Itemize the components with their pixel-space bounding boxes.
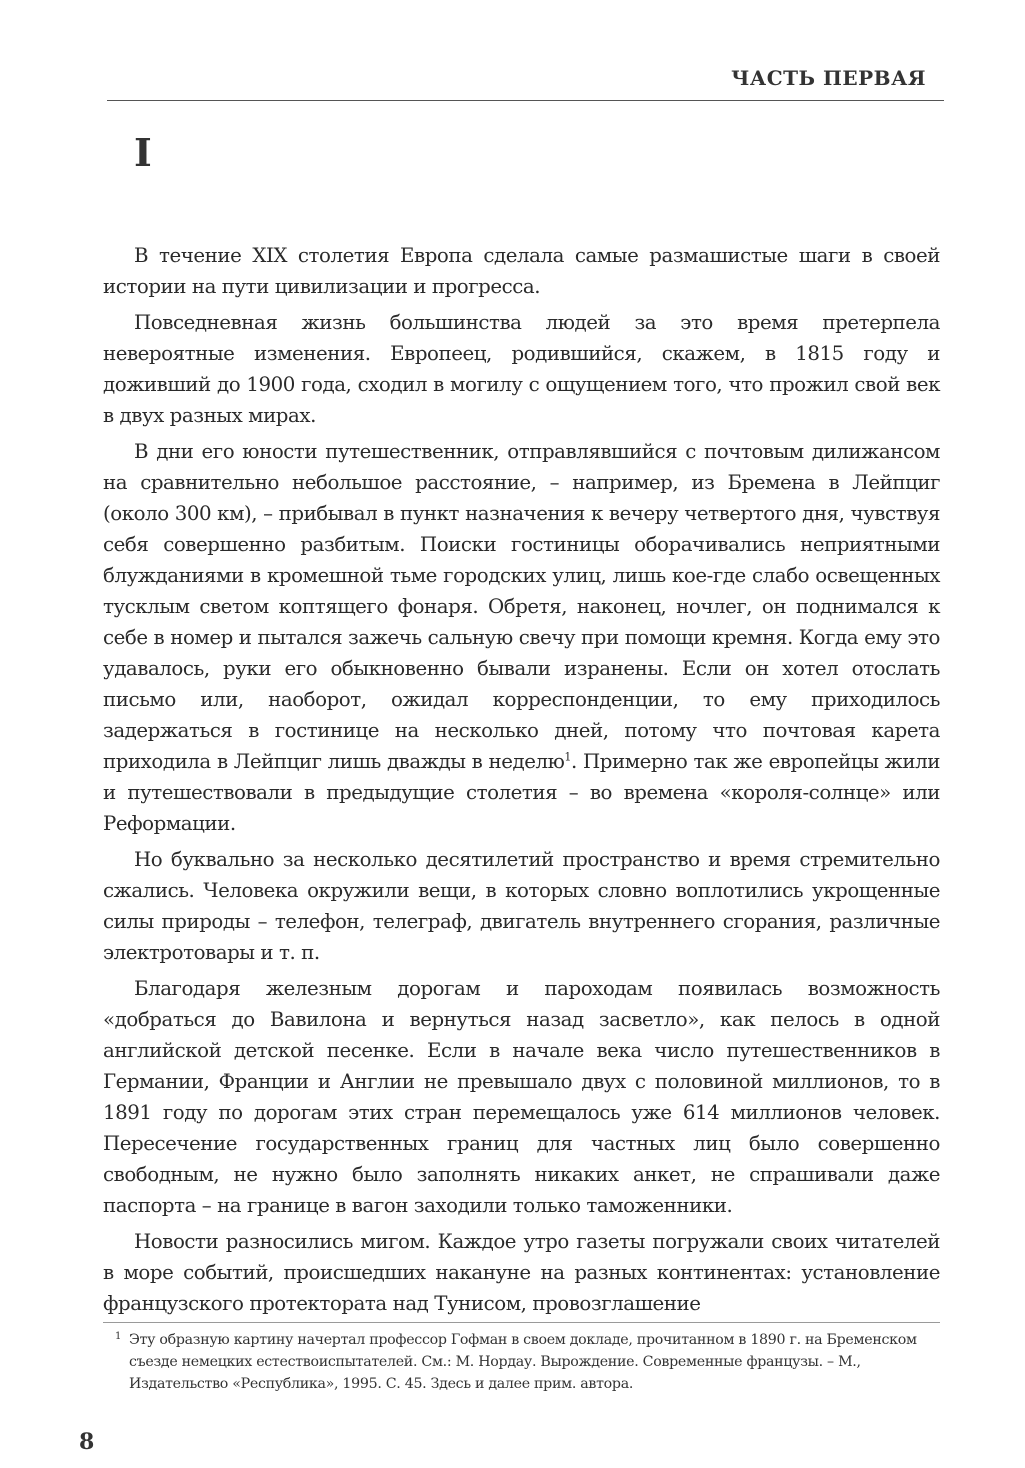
- paragraph: В течение XIX столетия Европа сделала самые размашистые шаги в своей истории на пути цивилизации и прогресса.: [103, 244, 940, 298]
- paragraph: Благодаря железным дорогам и пароходам появилась возможность «добраться до Вавилона и вернуться назад засветло», как пелось в одной английской детской песенке. Если в начале века число путешественников в Германии, Франции и Англии не превышало двух с половиной миллионов, то в 1891 году по дорогам этих стран перемещалось уже 614 миллионов человек. Пересечение государственных границ для частных лиц было совершенно свободным, не нужно было заполнять никаких анкет, не спрашивали даже паспорта – на границе в вагон заходили только таможенники.: [103, 977, 940, 1217]
- chapter-number: I: [134, 130, 152, 175]
- footnote-text: Эту образную картину начертал профессор Гофман в своем докладе, прочитанном в 1890 г. на Бременском съезде немецких естествоиспытателей. См.: М. Нордау. Вырождение. Современные французы. – М., Издательство «Республика», 1995. С. 45. Здесь и далее прим. автора.: [129, 1332, 917, 1392]
- paragraph: [103, 436, 940, 839]
- footnote: [103, 1329, 940, 1395]
- running-title: ЧАСТЬ ПЕРВАЯ: [731, 66, 926, 90]
- running-header: [107, 62, 944, 101]
- paragraph-text: В дни его юности путешественник, отправлявшийся с почтовым дилижансом на сравнительно небольшое расстояние, – например, из Бремена в Лейпциг (около 300 км), – прибывал в пункт назначения к вечеру четвертого дня, чувствуя себя совершенно разбитым. Поиски гостиницы оборачивались неприятными блужданиями в кромешной тьме городских улиц, лишь кое-где слабо освещенных тусклым светом коптящего фонаря. Обретя, наконец, ночлег, он поднимался к себе в номер и пытался зажечь сальную свечу при помощи кремня. Когда ему это удавалось, руки его обыкновенно бывали изранены. Если он хотел отослать письмо или, наоборот, ожидал корреспонденции, то ему приходилось задержаться в гостинице на несколько дней, потому что почтовая карета приходила в Лейпциг лишь дважды в неделю: [103, 440, 940, 773]
- footnote-mark: 1: [115, 1331, 122, 1342]
- paragraph-text-continued: . Примерно так же европейцы жили и путешествовали в предыдущие столетия – во времена «короля-солнце» или Реформации.: [103, 750, 940, 835]
- footnote-divider: [103, 1322, 940, 1323]
- paragraph: Повседневная жизнь большинства людей за это время претерпела невероятные изменения. Европеец, родившийся, скажем, в 1815 году и доживший до 1900 года, сходил в могилу с ощущением того, что прожил свой век в двух разных мирах.: [103, 311, 940, 427]
- main-text: [103, 240, 940, 1324]
- paragraph: Новости разносились мигом. Каждое утро газеты погружали своих читателей в море событий, происшедших накануне на разных континентах: установление французского протектората над Тунисом, провозглашение: [103, 1230, 940, 1315]
- footnote-reference[interactable]: 1: [564, 750, 571, 764]
- page-number: 8: [79, 1429, 95, 1455]
- paragraph: Но буквально за несколько десятилетий пространство и время стремительно сжались. Человека окружили вещи, в которых словно воплотились укрощенные силы природы – телефон, телеграф, двигатель внутреннего сгорания, различные электротовары и т. п.: [103, 848, 940, 964]
